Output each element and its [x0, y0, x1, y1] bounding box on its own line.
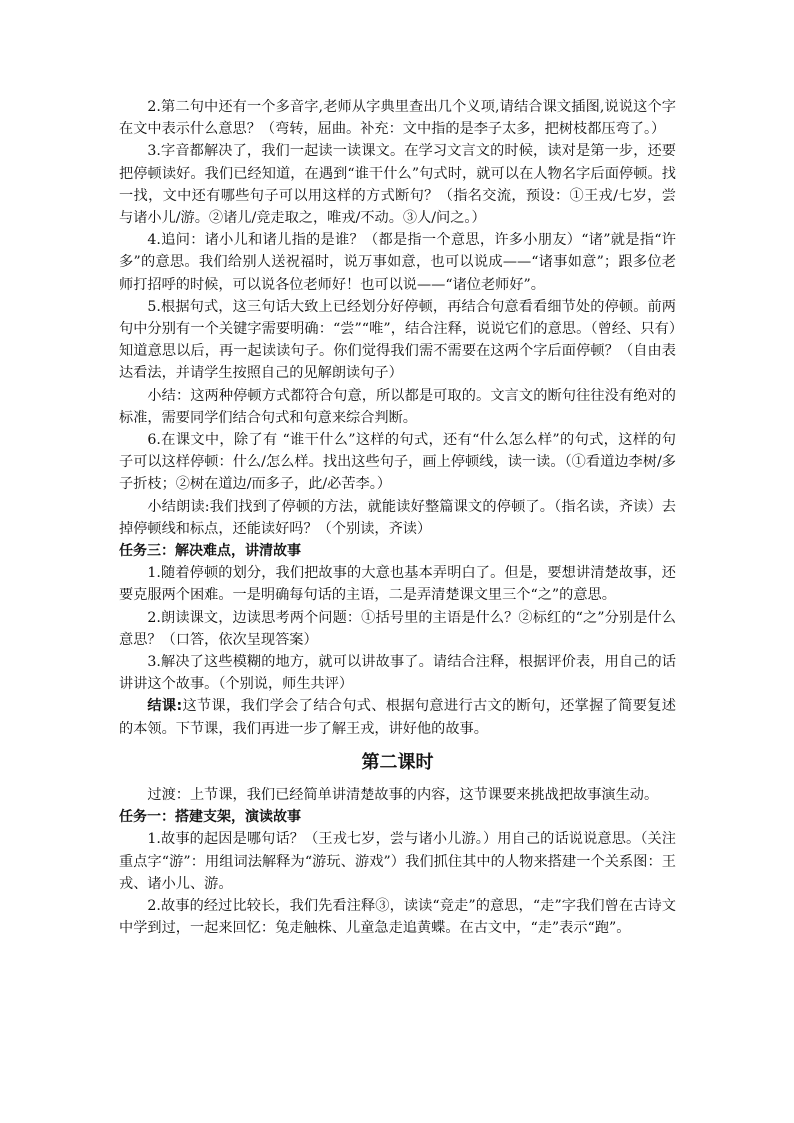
paragraph-summary-pause: 小结：这两种停顿方式都符合句意，所以都是可取的。文言文的断句往往没有绝对的标准，需要同学们结合句式和句意来综合判断。 — [119, 387, 676, 426]
paragraph-pause-reading: 3.字音都解决了，我们一起读一读课文。在学习文言文的时候，读对是第一步，还要把停顿读好。我们已经知道，在遇到“谁干什么”句式时，就可以在人物名字后面停顿。找一找，文中还有哪些句子可以用这样的方式断句？（指名交流，预设：①王戎/七岁，尝与诸小儿/游。②诸儿/竞走取之，唯戎/不动。③人/问之。） — [119, 143, 676, 227]
paragraph-story-process: 2.故事的经过比较长，我们先看注释③，读读“竞走”的意思，“走”字我们曾在古诗文中学到过，一起来回忆：兔走触株、儿童急走追黄蝶。在古文中，“走”表示“跑”。 — [119, 897, 676, 937]
paragraph-summary-reading: 小结朗读:我们找到了停顿的方法，就能读好整篇课文的停顿了。（指名读，齐读）去掉停顿线和标点，还能读好吗？（个别读，齐读） — [119, 498, 676, 537]
heading-task-three: 任务三：解决难点，讲清故事 — [119, 543, 301, 560]
lesson-end-label: 结课: — [147, 698, 183, 715]
paragraph-polyphone: 2.第二句中还有一个多音字,老师从字典里查出几个义项,请结合课文插图,说说这个字在文中表示什么意思？（弯转，屈曲。补充：文中指的是李子太多，把树枝都压弯了。） — [119, 99, 676, 138]
document-page — [119, 96, 676, 939]
paragraph-key-words: 5.根据句式，这三句话大致上已经划分好停顿，再结合句意看看细节处的停顿。前两句中分别有一个关键字需要明确：“尝”“唯”，结合注释，说说它们的意思。（曾经、只有）知道意思以后，再一起读读句子。你们觉得我们需不需要在这两个字后面停顿？（自由表达看法，并请学生按照自己的见解朗读句子） — [119, 298, 676, 382]
paragraph-story-meaning: 1.随着停顿的划分，我们把故事的大意也基本弄明白了。但是，要想讲清楚故事，还要克服两个困难。一是明确每句话的主语，二是弄清楚课文里三个“之”的意思。 — [119, 565, 676, 604]
section-title-second-lesson: 第二课时 — [361, 751, 434, 773]
paragraph-story-cause: 1.故事的起因是哪句话？（王戎七岁，尝与诸小儿游。）用自己的话说说意思。（关注重点字“游”：用组词法解释为“游玩、游戏”）我们抓住其中的人物来搭建一个关系图：王戎、诸小儿、游。 — [119, 831, 676, 892]
paragraph-reading-questions: 2.朗读课文，边读思考两个问题：①括号里的主语是什么？②标红的“之”分别是什么意思？（口答，依次呈现答案） — [119, 609, 676, 648]
paragraph-lesson-end — [119, 695, 676, 739]
paragraph-retell: 3.解决了这些模糊的地方，就可以讲故事了。请结合注释，根据评价表，用自己的话讲讲这个故事。（个别说，师生共评） — [119, 654, 676, 693]
paragraph-transition: 过渡：上节课，我们已经简单讲清楚故事的内容，这节课要来挑战把故事演生动。 — [147, 786, 659, 803]
heading-task-one: 任务一：搭建支架，演读故事 — [119, 809, 301, 826]
paragraph-zhu-meaning: 4.追问：诸小儿和诸儿指的是谁？（都是指一个意思，许多小朋友）“诸”就是指“许多”的意思。我们给别人送祝福时，说万事如意，也可以说成——“诸事如意”；跟多位老师打招呼的时候，可以说各位老师好！也可以说——“诸位老师好”。 — [119, 232, 676, 293]
paragraph-sentence-pattern: 6.在课文中，除了有 “谁干什么”这样的句式，还有“什么怎么样”的句式，这样的句子可以这样停顿：什么/怎么样。找出这些句子，画上停顿线，读一读。（①看道边李树/多子折枝；②树在道边/而多子，此/必苦李。） — [119, 432, 676, 493]
lesson-end-text: 这节课，我们学会了结合句式、根据句意进行古文的断句，还掌握了简要复述的本领。下节课，我们再进一步了解王戎，讲好他的故事。 — [119, 698, 676, 737]
